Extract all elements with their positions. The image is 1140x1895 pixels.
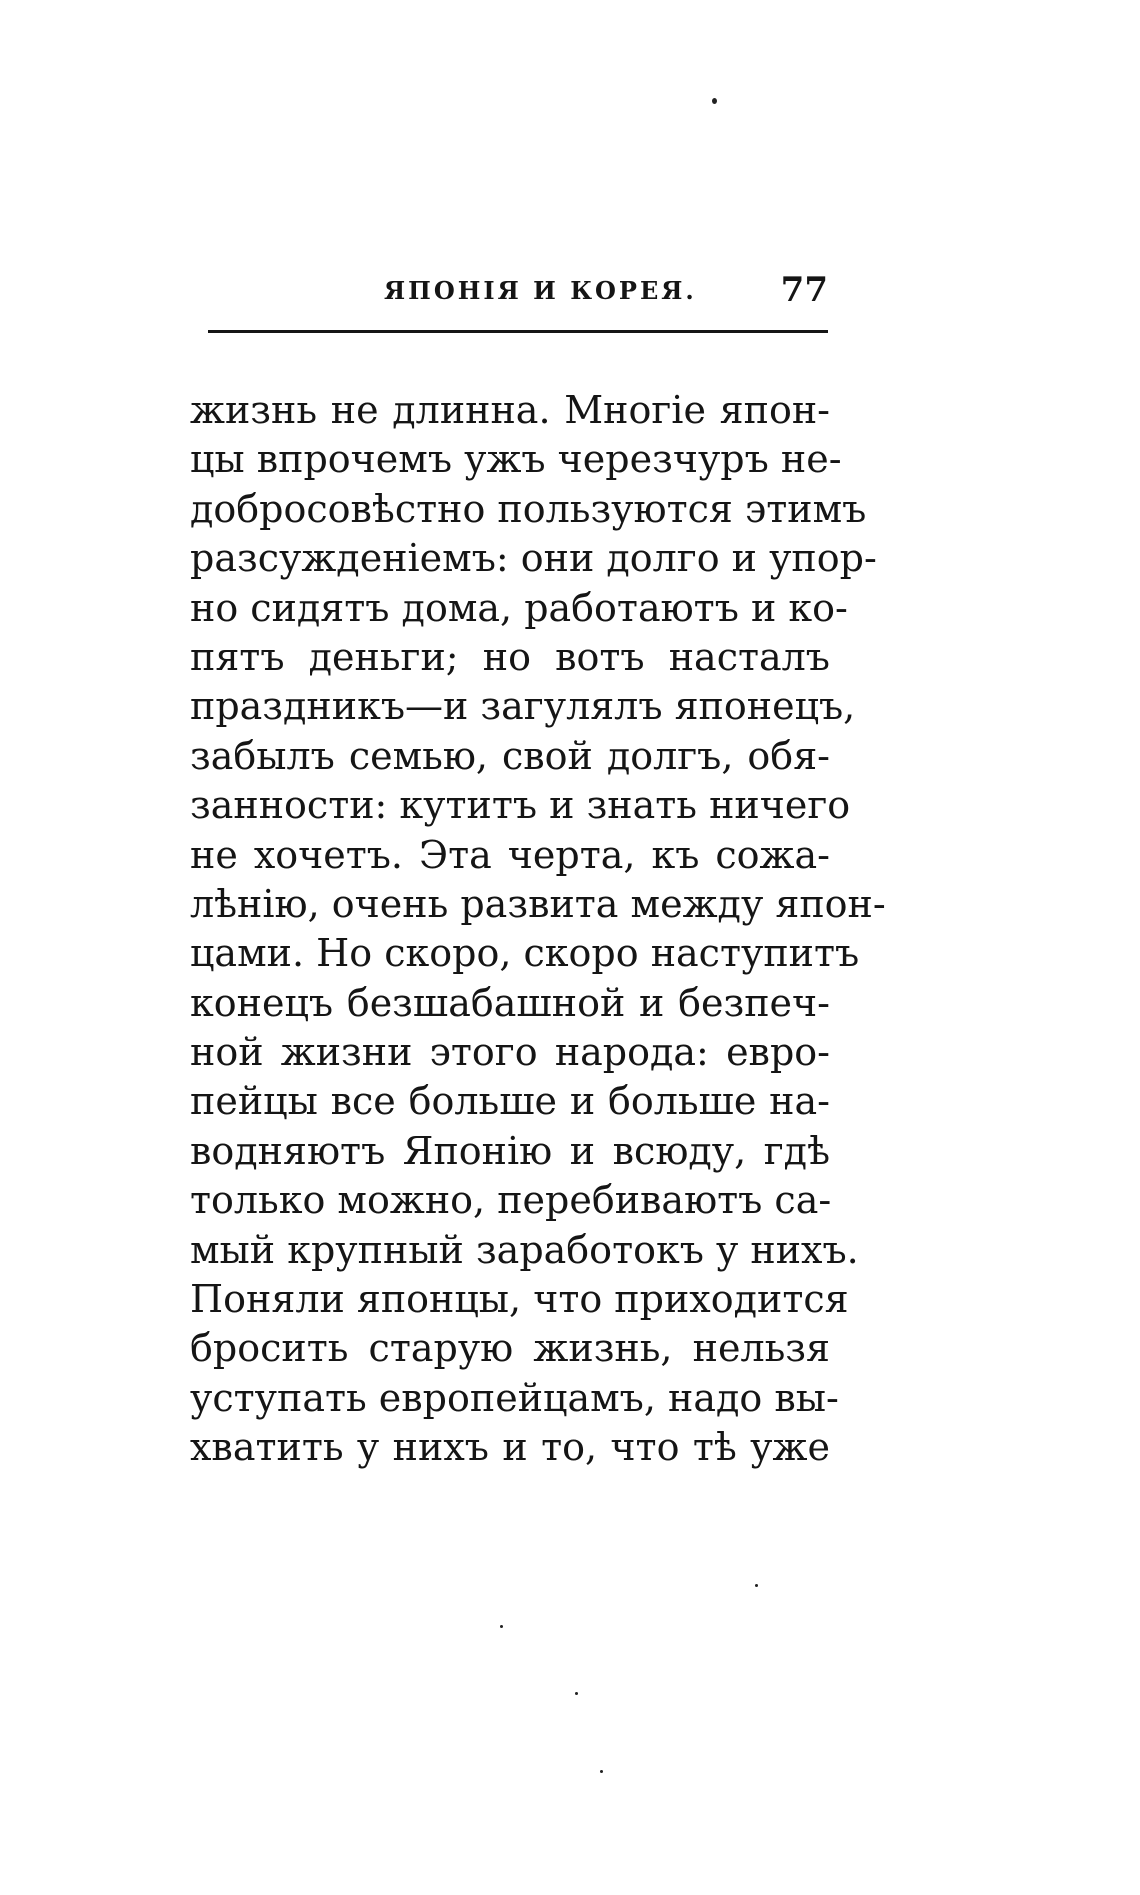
body-text bbox=[190, 386, 886, 1473]
text-line: цами. Но скоро, скоро наступитъ bbox=[190, 931, 860, 976]
text-line: пятъ деньги; но вотъ насталъ bbox=[190, 634, 830, 679]
page-header bbox=[208, 266, 828, 316]
text-line: ной жизни этого народа: евро- bbox=[190, 1030, 830, 1075]
scan-speck bbox=[575, 1692, 578, 1695]
scan-speck bbox=[500, 1625, 503, 1628]
page-number: 77 bbox=[780, 270, 828, 310]
text-line: только можно, перебиваютъ са- bbox=[190, 1178, 832, 1223]
scan-speck bbox=[600, 1770, 603, 1773]
text-line: не хочетъ. Эта черта, къ сожа- bbox=[190, 832, 830, 877]
scan-speck bbox=[755, 1584, 758, 1587]
text-line: разсужденіемъ: они долго и упор- bbox=[190, 536, 877, 581]
text-line: цы впрочемъ ужъ черезчуръ не- bbox=[190, 437, 842, 482]
text-line: добросовѣстно пользуются этимъ bbox=[190, 486, 867, 531]
text-line: праздникъ—и загулялъ японецъ, bbox=[190, 684, 856, 729]
text-line: пейцы все больше и больше на- bbox=[190, 1079, 830, 1124]
text-line: занности: кутитъ и знать ничего bbox=[190, 783, 851, 828]
text-line: конецъ безшабашной и безпеч- bbox=[190, 980, 830, 1025]
text-line: хватить у нихъ и то, что тѣ уже bbox=[190, 1425, 830, 1470]
text-line: уступать европейцамъ, надо вы- bbox=[190, 1375, 839, 1420]
header-rule bbox=[208, 330, 828, 333]
text-line: жизнь не длинна. Многіе япон- bbox=[190, 388, 830, 432]
scan-speck bbox=[712, 98, 717, 104]
text-line: мый крупный заработокъ у нихъ. bbox=[190, 1227, 859, 1272]
text-line: лѣнію, очень развита между япон- bbox=[190, 881, 886, 926]
text-line: забылъ семью, свой долгъ, обя- bbox=[190, 733, 830, 778]
text-line: бросить старую жизнь, нельзя bbox=[190, 1326, 830, 1371]
text-line: водняютъ Японію и всюду, гдѣ bbox=[190, 1128, 830, 1173]
running-head: ЯПОНІЯ И КОРЕЯ. bbox=[384, 276, 697, 305]
text-line: Поняли японцы, что приходится bbox=[190, 1277, 849, 1322]
text-line: но сидятъ дома, работаютъ и ко- bbox=[190, 585, 848, 630]
